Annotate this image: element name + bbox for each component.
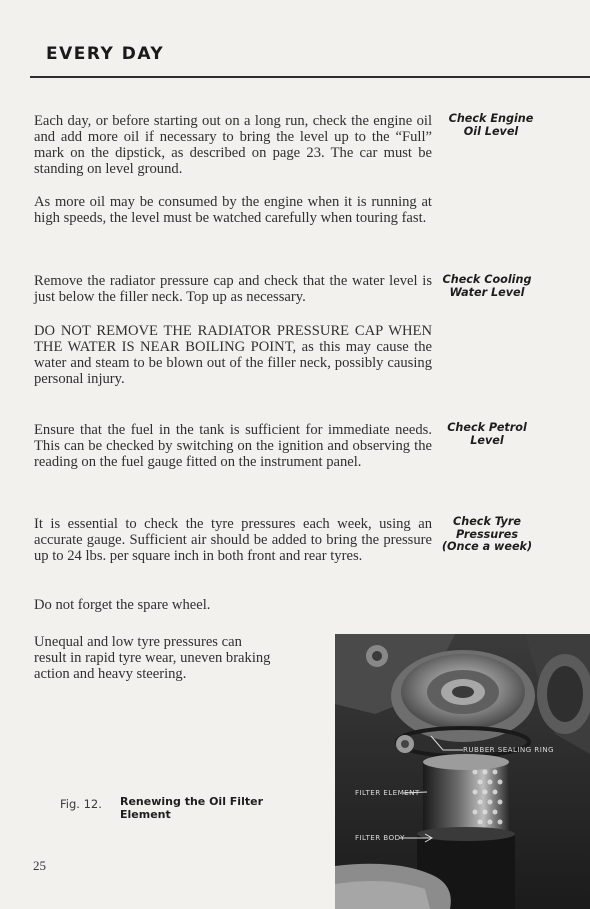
side-label-petrol <box>432 422 542 447</box>
side-label-line: Check Petrol <box>447 421 527 434</box>
tyre-paragraph-2: Do not forget the spare wheel. <box>34 597 211 613</box>
cooling-warning-paragraph: DO NOT REMOVE THE RADIATOR PRESSURE CAP WHEN THE WATER IS NEAR BOILING POINT, as this may cause the water and steam to be blown out of the filler neck, possibly causing personal injury. <box>34 323 432 387</box>
figure-number <box>60 797 102 812</box>
page-number: 25 <box>33 858 46 873</box>
cooling-paragraph-1: Remove the radiator pressure cap and check that the water level is just below the filler neck. Top up as necessary. <box>34 273 432 305</box>
petrol-paragraph: Ensure that the fuel in the tank is sufficient for immediate needs. This can be checked by switching on the ignition and observing the reading on the fuel gauge fitted on the instrument panel. <box>34 422 432 470</box>
oil-filter-illustration <box>335 634 590 909</box>
side-label-line: Oil Level <box>463 124 519 138</box>
page-title: EVERY DAY <box>46 44 165 64</box>
side-label-line: Water Level <box>449 285 525 299</box>
callout-filter-element: FILTER ELEMENT <box>355 788 420 797</box>
tyre-paragraph-3: Unequal and low tyre pressures can result in rapid tyre wear, uneven braking action and heavy steering. <box>34 634 271 682</box>
side-label-line: (Once a week) <box>441 540 533 553</box>
side-label-line: Check Engine <box>448 112 534 125</box>
oil-filter-photo <box>335 634 590 909</box>
callout-rubber-sealing-ring: RUBBER SEALING RING <box>463 745 554 754</box>
side-label-cooling-water <box>432 274 542 299</box>
tyre-paragraph-1: It is essential to check the tyre pressures each week, using an accurate gauge. Sufficient air should be added to bring the pressure up to 24 lbs. per square inch in both front and rear tyres. <box>34 516 432 564</box>
figure-number-text: Fig. 12. <box>60 797 102 811</box>
header-rule <box>30 76 590 78</box>
side-label-line: Level <box>470 433 504 447</box>
callout-filter-body: FILTER BODY <box>355 833 405 842</box>
oil-paragraph-2: As more oil may be consumed by the engine when it is running at high speeds, the level must be watched carefully when touring fast. <box>34 194 432 226</box>
figure-title: Renewing the Oil Filter Element <box>120 795 263 821</box>
side-label-line: Check Tyre <box>453 515 521 528</box>
side-label-tyre <box>432 516 542 554</box>
side-label-line: Pressures <box>455 527 518 541</box>
side-label-engine-oil <box>436 113 546 138</box>
side-label-line: Check Cooling <box>442 273 532 286</box>
oil-paragraph-1: Each day, or before starting out on a long run, check the engine oil and add more oil if necessary to bring the level up to the “Full” mark on the dipstick, as described on page 23. The car must be standing on level ground. <box>34 113 432 177</box>
